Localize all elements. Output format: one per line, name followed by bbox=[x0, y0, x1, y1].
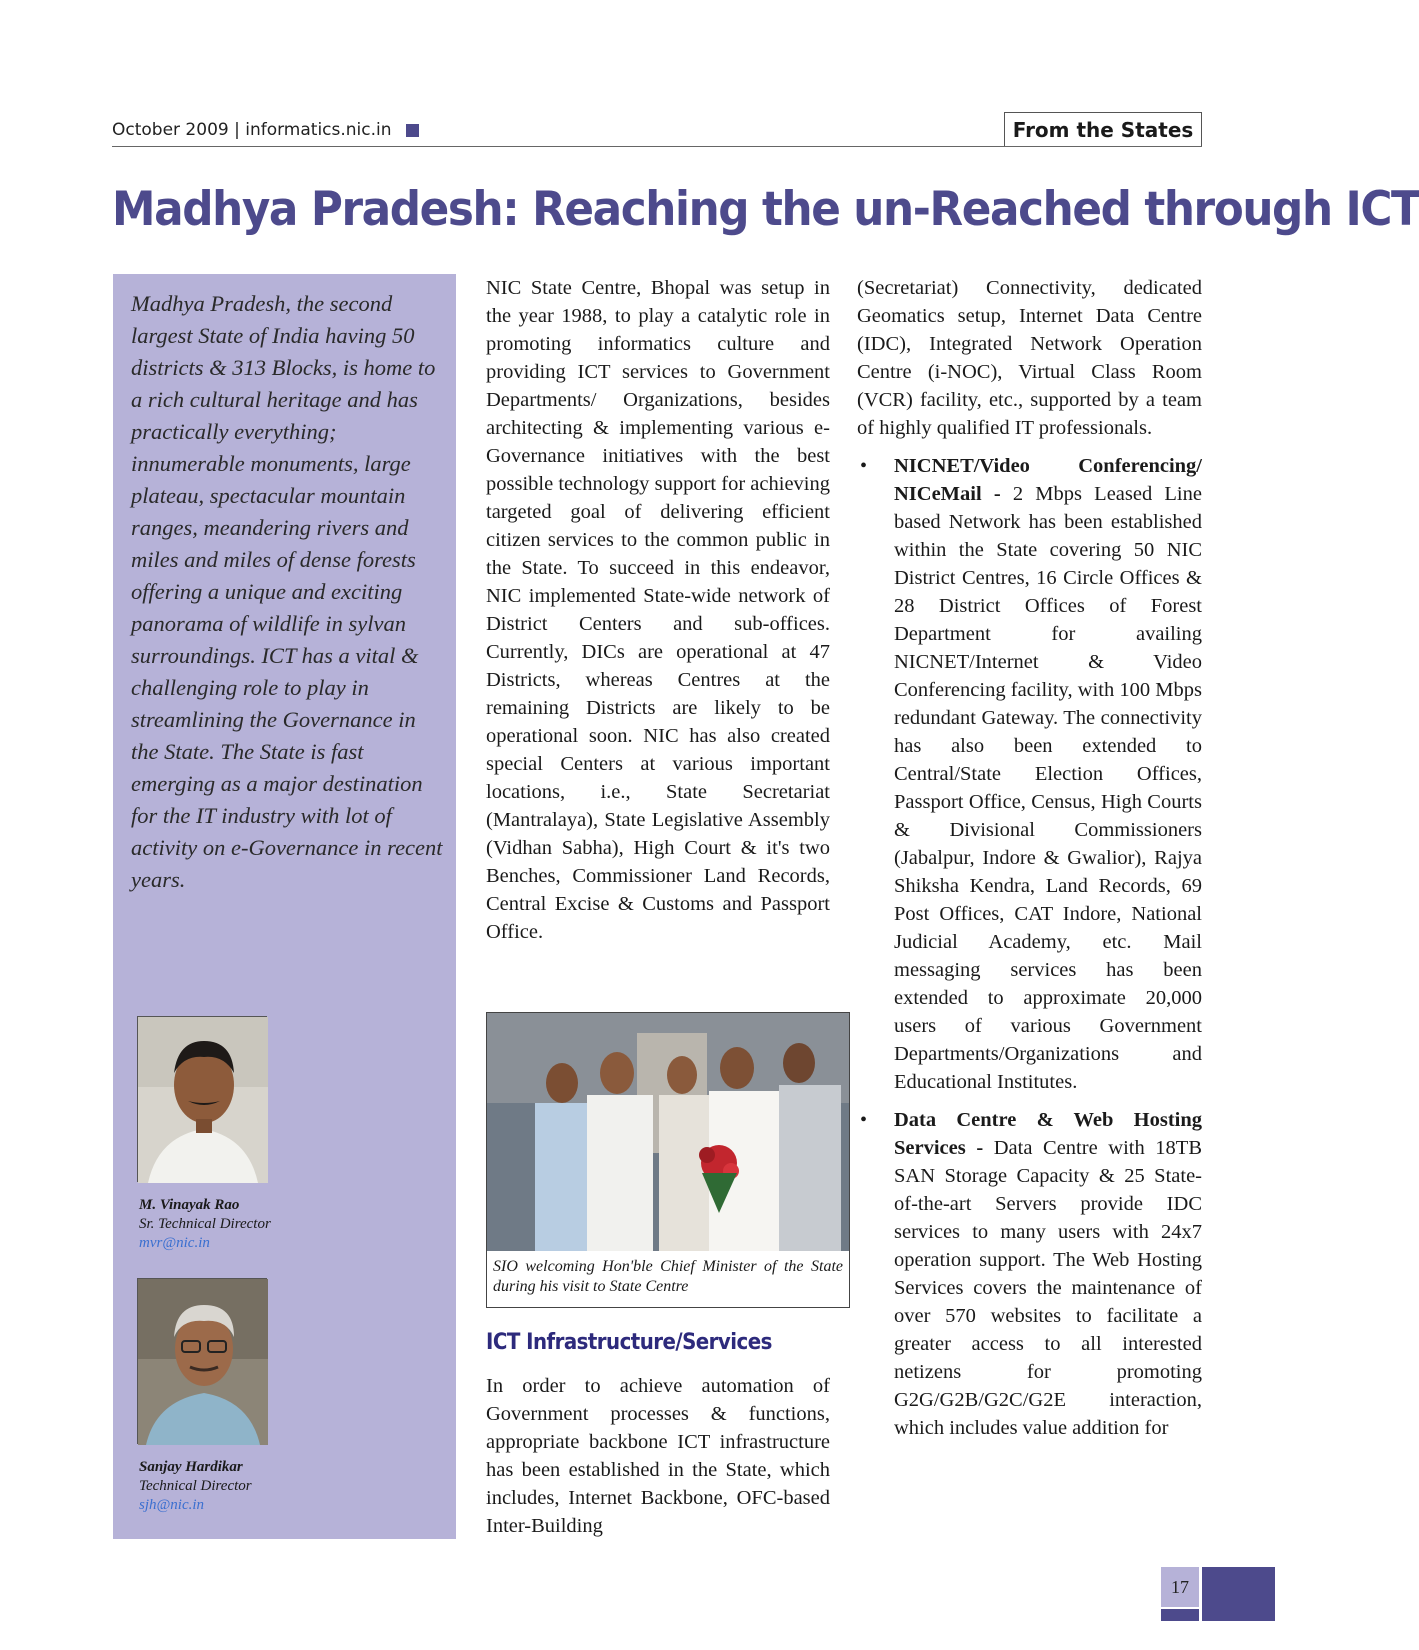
list-item-title: NICNET/Video Conferencing/ NICeMail - bbox=[894, 455, 1202, 505]
author-photo-1 bbox=[137, 1016, 267, 1182]
services-list bbox=[857, 452, 1202, 1442]
folio-bar bbox=[1202, 1567, 1275, 1621]
author-name: Sanjay Hardikar bbox=[139, 1459, 243, 1475]
list-item-text: 2 Mbps Leased Line based Network has been established within the State covering 50 NIC District Centres, 16 Circle Offices & 28 District Offices of Forest Department for availing NICNET/Internet & Video Conferencing facility, with 100 Mbps redundant Gateway. The connectivity has also been extended to Central/State Election Offices, Passport Office, Census, High Courts & Divisional Commissioners (Jabalpur, Indore & Gwalior), Rajya Shiksha Kendra, Land Records, 69 Post Offices, CAT Indore, National Judicial Academy, etc. Mail messaging services has been extended to approximate 20,000 users of various Government Departments/Organizations and Educational Institutes. bbox=[894, 483, 1202, 1093]
author-email-link[interactable]: mvr@nic.in bbox=[139, 1235, 210, 1251]
photo-figure bbox=[486, 1012, 850, 1308]
author-info-1 bbox=[139, 1196, 271, 1253]
body-paragraph-intro: NIC State Centre, Bhopal was setup in the year 1988, to play a catalytic role in promoting informatics culture and providing ICT services to Government Departments/ Organizations, besides architecting & implementing various e-Governance initiatives with the best possible technology support for achieving targeted goal of delivering efficient citizen services to the common public in the State. To succeed in this endeavor, NIC implemented State-wide network of District Centers and sub-offices. Currently, DICs are operational at 47 Districts, whereas Centres at the remaining Districts are likely to be operational soon. NIC has also created special Centers at various important locations, i.e., State Secretariat (Mantralaya), State Legislative Assembly (Vidhan Sabha), High Court & it's two Benches, Commissioner Land Records, Central Excise & Customs and Passport Office. bbox=[486, 277, 830, 943]
section-subheading: ICT Infrastructure/Services bbox=[486, 1330, 772, 1355]
figure-caption: SIO welcoming Hon'ble Chief Minister of the State during his visit to State Centre bbox=[493, 1258, 843, 1295]
author-name: M. Vinayak Rao bbox=[139, 1197, 240, 1213]
author-role: Technical Director bbox=[139, 1478, 252, 1494]
author-email-link[interactable]: sjh@nic.in bbox=[139, 1497, 205, 1513]
author-role: Sr. Technical Director bbox=[139, 1216, 271, 1232]
list-item bbox=[857, 452, 1202, 1096]
bullet-icon: • bbox=[860, 1109, 868, 1131]
page-number: 17 bbox=[1161, 1567, 1199, 1607]
right-column bbox=[857, 274, 1202, 1452]
list-item bbox=[857, 1106, 1202, 1442]
folio-strip bbox=[1161, 1609, 1199, 1621]
sidebar-panel bbox=[113, 274, 456, 1539]
author-info-2 bbox=[139, 1458, 252, 1515]
page-title: Madhya Pradesh: Reaching the un-Reached through ICT bbox=[112, 182, 1419, 237]
author-photo-2 bbox=[137, 1278, 267, 1444]
issue-date-site: October 2009 | informatics.nic.in bbox=[112, 120, 392, 140]
list-item-text: Data Centre with 18TB SAN Storage Capacity & 25 State-of-the-art Servers provide IDC services to many users with 24x7 operation support. The Web Hosting Services covers the maintenance of over 570 websites to facilitate a greater access to all interested netizens for promoting G2G/G2B/G2C/G2E interaction, which includes value addition for bbox=[894, 1137, 1202, 1439]
intro-text: Madhya Pradesh, the second largest State of India having 50 districts & 313 Blocks, is home to a rich cultural heritage and has practically everything; innumerable monuments, large plateau, spectacular mountain ranges, meandering rivers and miles and miles of dense forests offering a unique and exciting panorama of wildlife in sylvan surroundings. ICT has a vital & challenging role to play in streamlining the Governance in the State. The State is fast emerging as a major destination for the IT industry with lot of activity on e-Governance in recent years. bbox=[131, 291, 443, 892]
list-item-title: Data Centre & Web Hosting Services - bbox=[894, 1109, 1202, 1159]
header-divider bbox=[112, 146, 1202, 147]
event-photo bbox=[487, 1013, 849, 1251]
issue-header bbox=[112, 120, 419, 140]
header-square-icon bbox=[406, 124, 419, 137]
body-paragraph-infrastructure: In order to achieve automation of Government processes & functions, appropriate backbone ICT infrastructure has been established in the State, which includes, Internet Backbone, OFC-based Inter-Building bbox=[486, 1375, 830, 1537]
bullet-icon: • bbox=[860, 455, 868, 477]
section-tag: From the States bbox=[1004, 112, 1202, 147]
body-paragraph-continued: (Secretariat) Connectivity, dedicated Geomatics setup, Internet Data Centre (IDC), Integrated Network Operation Centre (i-NOC), Virtual Class Room (VCR) facility, etc., supported by a team of highly qualified IT professionals. bbox=[857, 277, 1202, 439]
